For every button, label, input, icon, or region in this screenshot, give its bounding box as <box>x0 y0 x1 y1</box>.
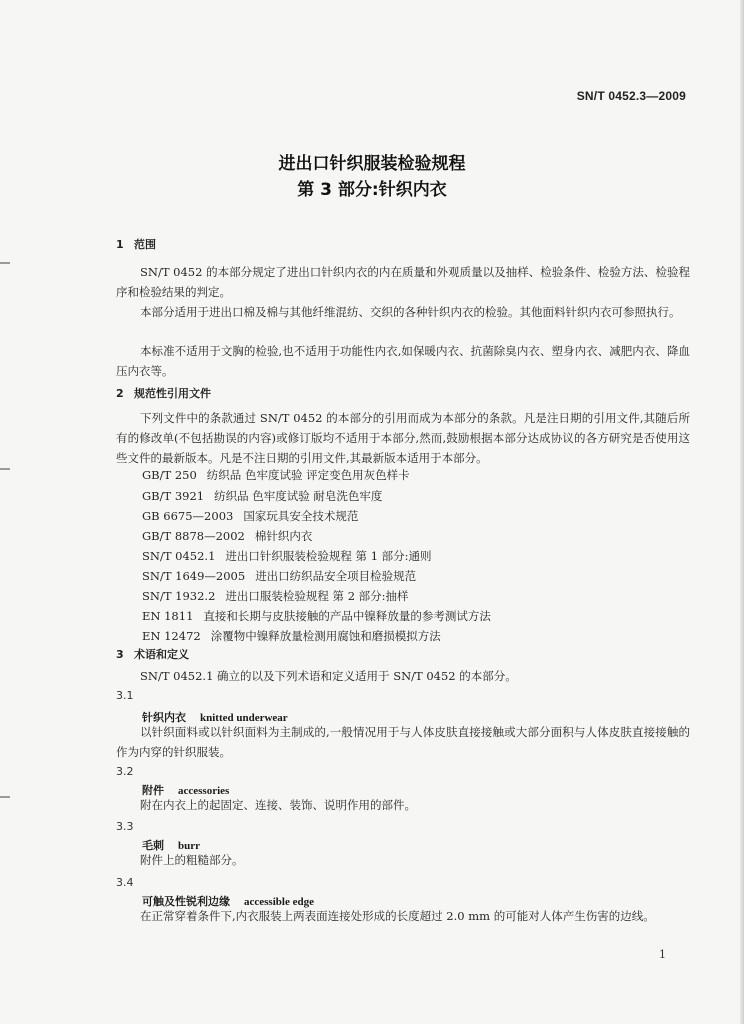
reference-item <box>142 628 441 644</box>
reference-code: SN/T 0452.1 <box>142 549 216 563</box>
page-number: 1 <box>659 948 666 961</box>
term-en: knitted underwear <box>200 712 288 724</box>
section-title: 规范性引用文件 <box>134 387 211 400</box>
paragraph: SN/T 0452 的本部分规定了进出口针织内衣的内在质量和外观质量以及抽样、检验条件、检验方法、检验程序和检验结果的判定。 <box>116 265 690 299</box>
term-definition: 附件上的粗糙部分。 <box>140 853 244 867</box>
reference-code: EN 1811 <box>142 609 194 623</box>
term-zh: 附件 <box>142 784 164 797</box>
reference-title: 纺织品 色牢度试验 评定变色用灰色样卡 <box>206 468 410 482</box>
doc-subtitle: 第 3 部分:针织内衣 <box>297 180 447 200</box>
reference-title: 进出口纺织品安全项目检验规范 <box>255 569 417 583</box>
reference-title: 涂覆物中镍释放量检测用腐蚀和磨损模拟方法 <box>210 629 441 643</box>
reference-item <box>142 548 432 564</box>
reference-code: SN/T 1649—2005 <box>142 569 246 583</box>
scan-edge-mark <box>0 796 10 798</box>
reference-code: GB 6675—2003 <box>142 509 234 523</box>
reference-item <box>142 568 416 584</box>
reference-code: GB/T 3921 <box>142 489 205 503</box>
term-definition: 以针织面料或以针织面料为主制成的,一般情况用于与人体皮肤直接接触或大部分面积与人体皮肤直接接触的作为内穿的针织服装。 <box>116 725 690 759</box>
reference-item <box>142 508 358 524</box>
term-en: burr <box>178 840 200 852</box>
section-number: 2 <box>116 387 124 400</box>
term-en: accessories <box>178 785 230 797</box>
reference-title: 纺织品 色牢度试验 耐皂洗色牢度 <box>214 489 383 503</box>
section-heading-normative-references <box>116 385 211 401</box>
scan-edge-mark <box>0 468 10 470</box>
paragraph: 下列文件中的条款通过 SN/T 0452 的本部分的引用而成为本部分的条款。凡是注日期的引用文件,其随后所有的修改单(不包括勘误的内容)或修订版均不适用于本部分,然而,鼓励根据本部分达成协议的各方研究是否使用这些文件的最新版本。凡是不注日期的引用文件,其最新版本适用于本部分。 <box>116 411 690 465</box>
reference-title: 棉针织内衣 <box>254 529 313 543</box>
section-title: 术语和定义 <box>134 648 189 661</box>
paragraph: 本标准不适用于文胸的检验,也不适用于功能性内衣,如保暖内衣、抗菌除臭内衣、塑身内衣、减肥内衣、降血压内衣等。 <box>116 344 690 378</box>
doc-title: 进出口针织服装检验规程 <box>278 154 466 174</box>
reference-title: 国家玩具安全技术规范 <box>243 509 359 523</box>
term-zh: 针织内衣 <box>142 711 186 724</box>
section-title: 范围 <box>134 238 156 251</box>
reference-title: 进出口服装检验规程 第 2 部分:抽样 <box>225 589 409 603</box>
section-number: 1 <box>116 238 124 251</box>
reference-item <box>142 467 410 483</box>
paragraph: 本部分适用于进出口棉及棉与其他纤维混纺、交织的各种针织内衣的检验。其他面料针织内衣可参照执行。 <box>140 305 681 319</box>
clause-number: 3.2 <box>116 765 134 778</box>
reference-item <box>142 608 491 624</box>
term-definition: 在正常穿着条件下,内衣服装上两表面连接处形成的长度超过 2.0 mm 的可能对人体产生伤害的边线。 <box>140 909 655 923</box>
reference-code: EN 12472 <box>142 629 201 643</box>
scan-edge-mark <box>0 262 10 264</box>
reference-code: GB/T 250 <box>142 468 197 482</box>
reference-item <box>142 528 312 544</box>
section-heading-scope <box>116 236 156 252</box>
reference-item <box>142 588 409 604</box>
term-zh: 毛刺 <box>142 839 164 852</box>
term-definition: 附在内衣上的起固定、连接、装饰、说明作用的部件。 <box>140 798 416 812</box>
paragraph: SN/T 0452.1 确立的以及下列术语和定义适用于 SN/T 0452 的本部分。 <box>140 669 517 683</box>
term-en: accessible edge <box>244 896 314 908</box>
standard-code: SN/T 0452.3—2009 <box>576 89 686 103</box>
clause-number: 3.1 <box>116 689 134 702</box>
clause-number: 3.4 <box>116 876 134 889</box>
term-zh: 可触及性锐利边缘 <box>142 895 230 908</box>
reference-item <box>142 488 382 504</box>
reference-code: GB/T 8878—2002 <box>142 529 245 543</box>
reference-title: 直接和长期与皮肤接触的产品中镍释放量的参考测试方法 <box>203 609 491 623</box>
reference-code: SN/T 1932.2 <box>142 589 216 603</box>
clause-number: 3.3 <box>116 820 134 833</box>
reference-title: 进出口针织服装检验规程 第 1 部分:通则 <box>225 549 432 563</box>
section-number: 3 <box>116 648 124 661</box>
section-heading-terms <box>116 646 189 662</box>
